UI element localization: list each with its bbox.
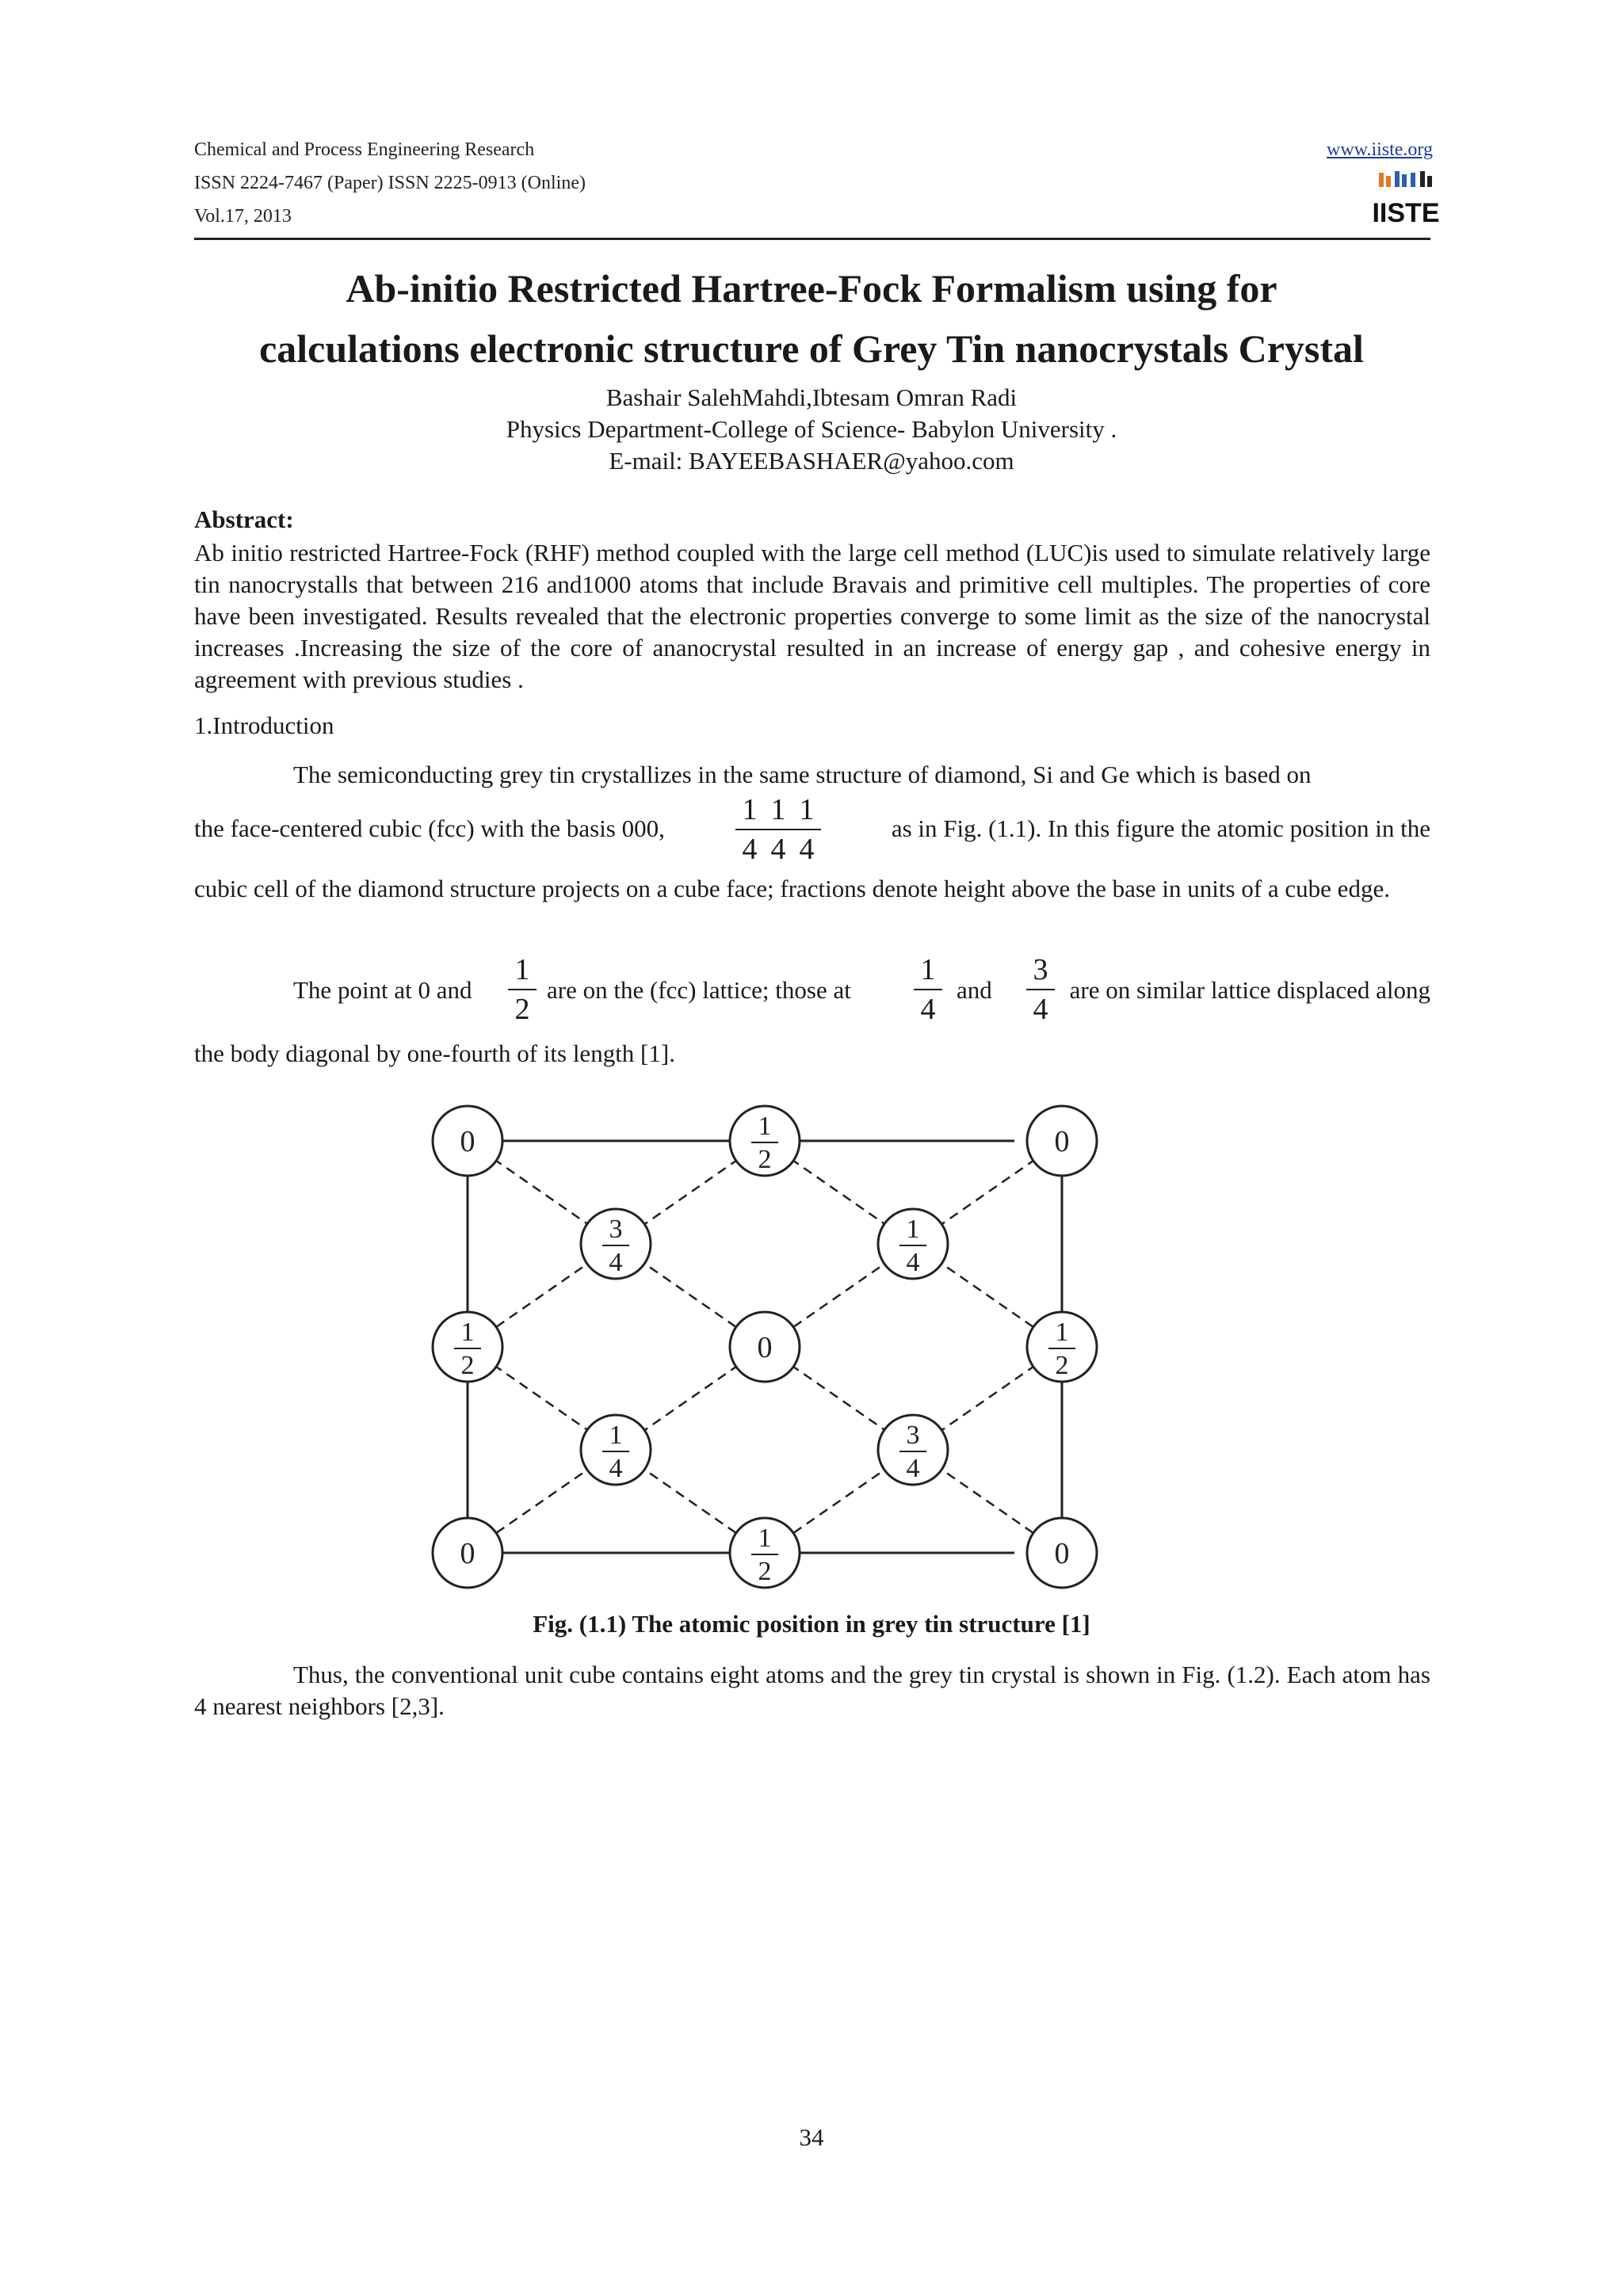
basis-frac-2: $\frac{1}{4}$ (764, 792, 792, 867)
atom-label-num: 1 (758, 1112, 772, 1141)
abstract-heading: Abstract: (194, 505, 294, 533)
intro-p1-line2-b: as in Fig. (1.1). In this figure the atomic position in the (891, 814, 1430, 842)
title-line-1: Ab-initio Restricted Hartree-Fock Formalism using for (346, 266, 1277, 311)
intro-p2-line1 (194, 952, 1430, 1032)
atom-label-den: 2 (1055, 1351, 1069, 1380)
intro-p2-rest: the body diagonal by one-fourth of its length [1]. (194, 1039, 675, 1067)
intro-p2-c: and (957, 976, 992, 1004)
frac-quarter: $\frac{1}{4}$ (914, 952, 942, 1027)
atom-label-num: 3 (906, 1421, 920, 1450)
atom-label-zero: 0 (1054, 1125, 1070, 1158)
atom-label-zero: 0 (1054, 1537, 1070, 1570)
title-line-2: calculations electronic structure of Grey Tin nanocrystals Crystal (259, 326, 1364, 371)
email: E-mail: BAYEEBASHAER@yahoo.com (609, 447, 1014, 475)
header-rule (194, 238, 1430, 240)
basis-fractions (735, 792, 838, 867)
figure-caption: Fig. (1.1) The atomic position in grey tin structure [1] (533, 1610, 1090, 1638)
intro-heading: 1.Introduction (194, 711, 334, 739)
atom-label-den: 4 (906, 1248, 920, 1277)
atom-label-zero: 0 (757, 1331, 773, 1364)
affiliation: Physics Department-College of Science- Babylon University . (506, 415, 1117, 443)
abstract-text: Ab initio restricted Hartree-Fock (RHF) method coupled with the large cell method (LUC)is used to simulate relatively large tin nanocrystalls that between 216 and1000 atoms that include Bravais and primitive cell multiples. The properties of core have been investigated. Results revealed that the electronic properties converge to some limit as the size of the nanocrystal increases .Increasing the size of the core of ananocrystal resulted in an increase of energy gap , and cohesive energy in agreement with previous studies . (194, 539, 1430, 693)
issn-line: ISSN 2224-7467 (Paper) ISSN 2225-0913 (Online) (194, 173, 586, 193)
atom-label-num: 1 (1055, 1318, 1069, 1347)
journal-url-link[interactable]: www.iiste.org (1327, 139, 1433, 160)
intro-p1-line1: The semiconducting grey tin crystallizes in the same structure of diamond, Si and Ge which is based on (293, 761, 1312, 788)
atom-label-num: 3 (609, 1215, 623, 1244)
intro-p1-rest: cubic cell of the diamond structure projects on a cube face; fractions denote height above the base in units of a cube edge. (194, 875, 1390, 902)
paper-title (158, 258, 1465, 379)
intro-p1-line2-a: the face-centered cubic (fcc) with the basis 000, (194, 814, 665, 842)
basis-frac-3: $\frac{1}{4}$ (792, 792, 821, 867)
atomic-position-diagram (420, 1093, 1117, 1600)
atom-label-den: 2 (460, 1351, 475, 1380)
atom-label-den: 2 (758, 1557, 772, 1586)
intro-p1-line2 (194, 792, 1430, 868)
logo-text: IISTE (1372, 198, 1440, 228)
frac-three-quarter: $\frac{3}{4}$ (1026, 952, 1055, 1027)
atom-label-zero: 0 (460, 1125, 475, 1158)
frac-half: $\frac{1}{2}$ (508, 952, 537, 1027)
page-number: 34 (799, 2123, 824, 2151)
intro-p2-a: The point at 0 and (293, 976, 472, 1004)
journal-name: Chemical and Process Engineering Research (194, 139, 535, 160)
atom-label-num: 1 (460, 1318, 475, 1347)
atom-label-zero: 0 (460, 1537, 475, 1570)
intro-p2-b: are on the (fcc) lattice; those at (547, 976, 851, 1004)
intro-p2-d: are on similar lattice displaced along (1069, 976, 1430, 1004)
atom-label-den: 4 (609, 1454, 623, 1483)
volume-line: Vol.17, 2013 (194, 206, 292, 227)
atom-label-num: 1 (906, 1215, 920, 1244)
basis-frac-1: $\frac{1}{4}$ (735, 792, 764, 867)
atom-label-den: 2 (758, 1145, 772, 1174)
atom-label-num: 1 (609, 1421, 623, 1450)
atom-label-den: 4 (609, 1248, 623, 1277)
iiste-logo (1372, 170, 1440, 230)
authors: Bashair SalehMahdi,Ibtesam Omran Radi (605, 383, 1018, 411)
atom-label-num: 1 (758, 1524, 772, 1553)
atom-label-den: 4 (906, 1454, 920, 1483)
intro-p3: Thus, the conventional unit cube contains eight atoms and the grey tin crystal is shown in Fig. (1.2). Each atom has 4 nearest neighbors [2,3]. (194, 1661, 1430, 1720)
